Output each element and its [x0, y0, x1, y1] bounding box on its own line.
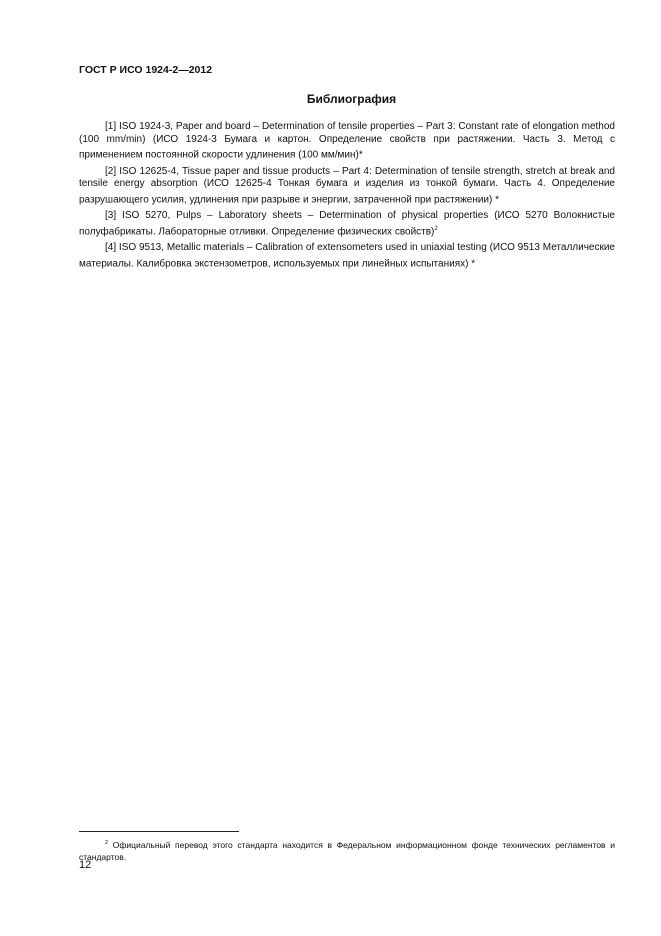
section-title: Библиография — [306, 92, 397, 106]
bibliography-entry — [79, 210, 615, 239]
bibliography-entry — [79, 166, 615, 207]
bibliography-entry — [79, 121, 615, 162]
entry-text: [3] ISO 5270, Pulps – Laboratory sheets – Determination of physical properties (ИСО 5270 Волокнистые полуфабрикаты. Лабораторные отливки. Определение физических свойств) — [79, 210, 615, 238]
entry-text: [4] ISO 9513, Metallic materials – Calibration of extensometers used in uniaxial testing (ИСО 9513 Металлические материалы. Калибровка экстензометров, используемых при линейных испытаниях) * — [79, 242, 615, 270]
footnote-divider — [79, 831, 239, 832]
entry-footnote-ref: 2 — [434, 225, 438, 232]
bibliography-list — [79, 121, 615, 274]
entry-text: [1] ISO 1924-3, Paper and board – Determination of tensile properties – Part 3: Constant rate of elongation method (100 mm/min) (ИСО 1924-3 Бумага и картон. Определение свойств при растяжении. Часть 3. Метод с применением постоянной скорости удлинения (100 мм/мин)* — [79, 121, 615, 161]
bibliography-entry — [79, 242, 615, 271]
footnote-marker: 2 — [105, 840, 109, 846]
footnote — [79, 837, 615, 863]
footnote-text: Официальный перевод этого стандарта находится в Федеральном информационном фонде технических регламентов и стандартов. — [79, 839, 615, 862]
document-header: ГОСТ Р ИСО 1924-2—2012 — [79, 64, 213, 76]
entry-text: [2] ISO 12625-4, Tissue paper and tissue products – Part 4: Determination of tensile strength, stretch at break and tensile energy absorption (ИСО 12625-4 Тонкая бумага и изделия из тонкой бумаги. Часть 4. Определение разрушающего усилия, удлинения при разрыве и энергии, затраченной при растяжении) * — [79, 165, 615, 206]
page-number: 12 — [79, 859, 92, 871]
